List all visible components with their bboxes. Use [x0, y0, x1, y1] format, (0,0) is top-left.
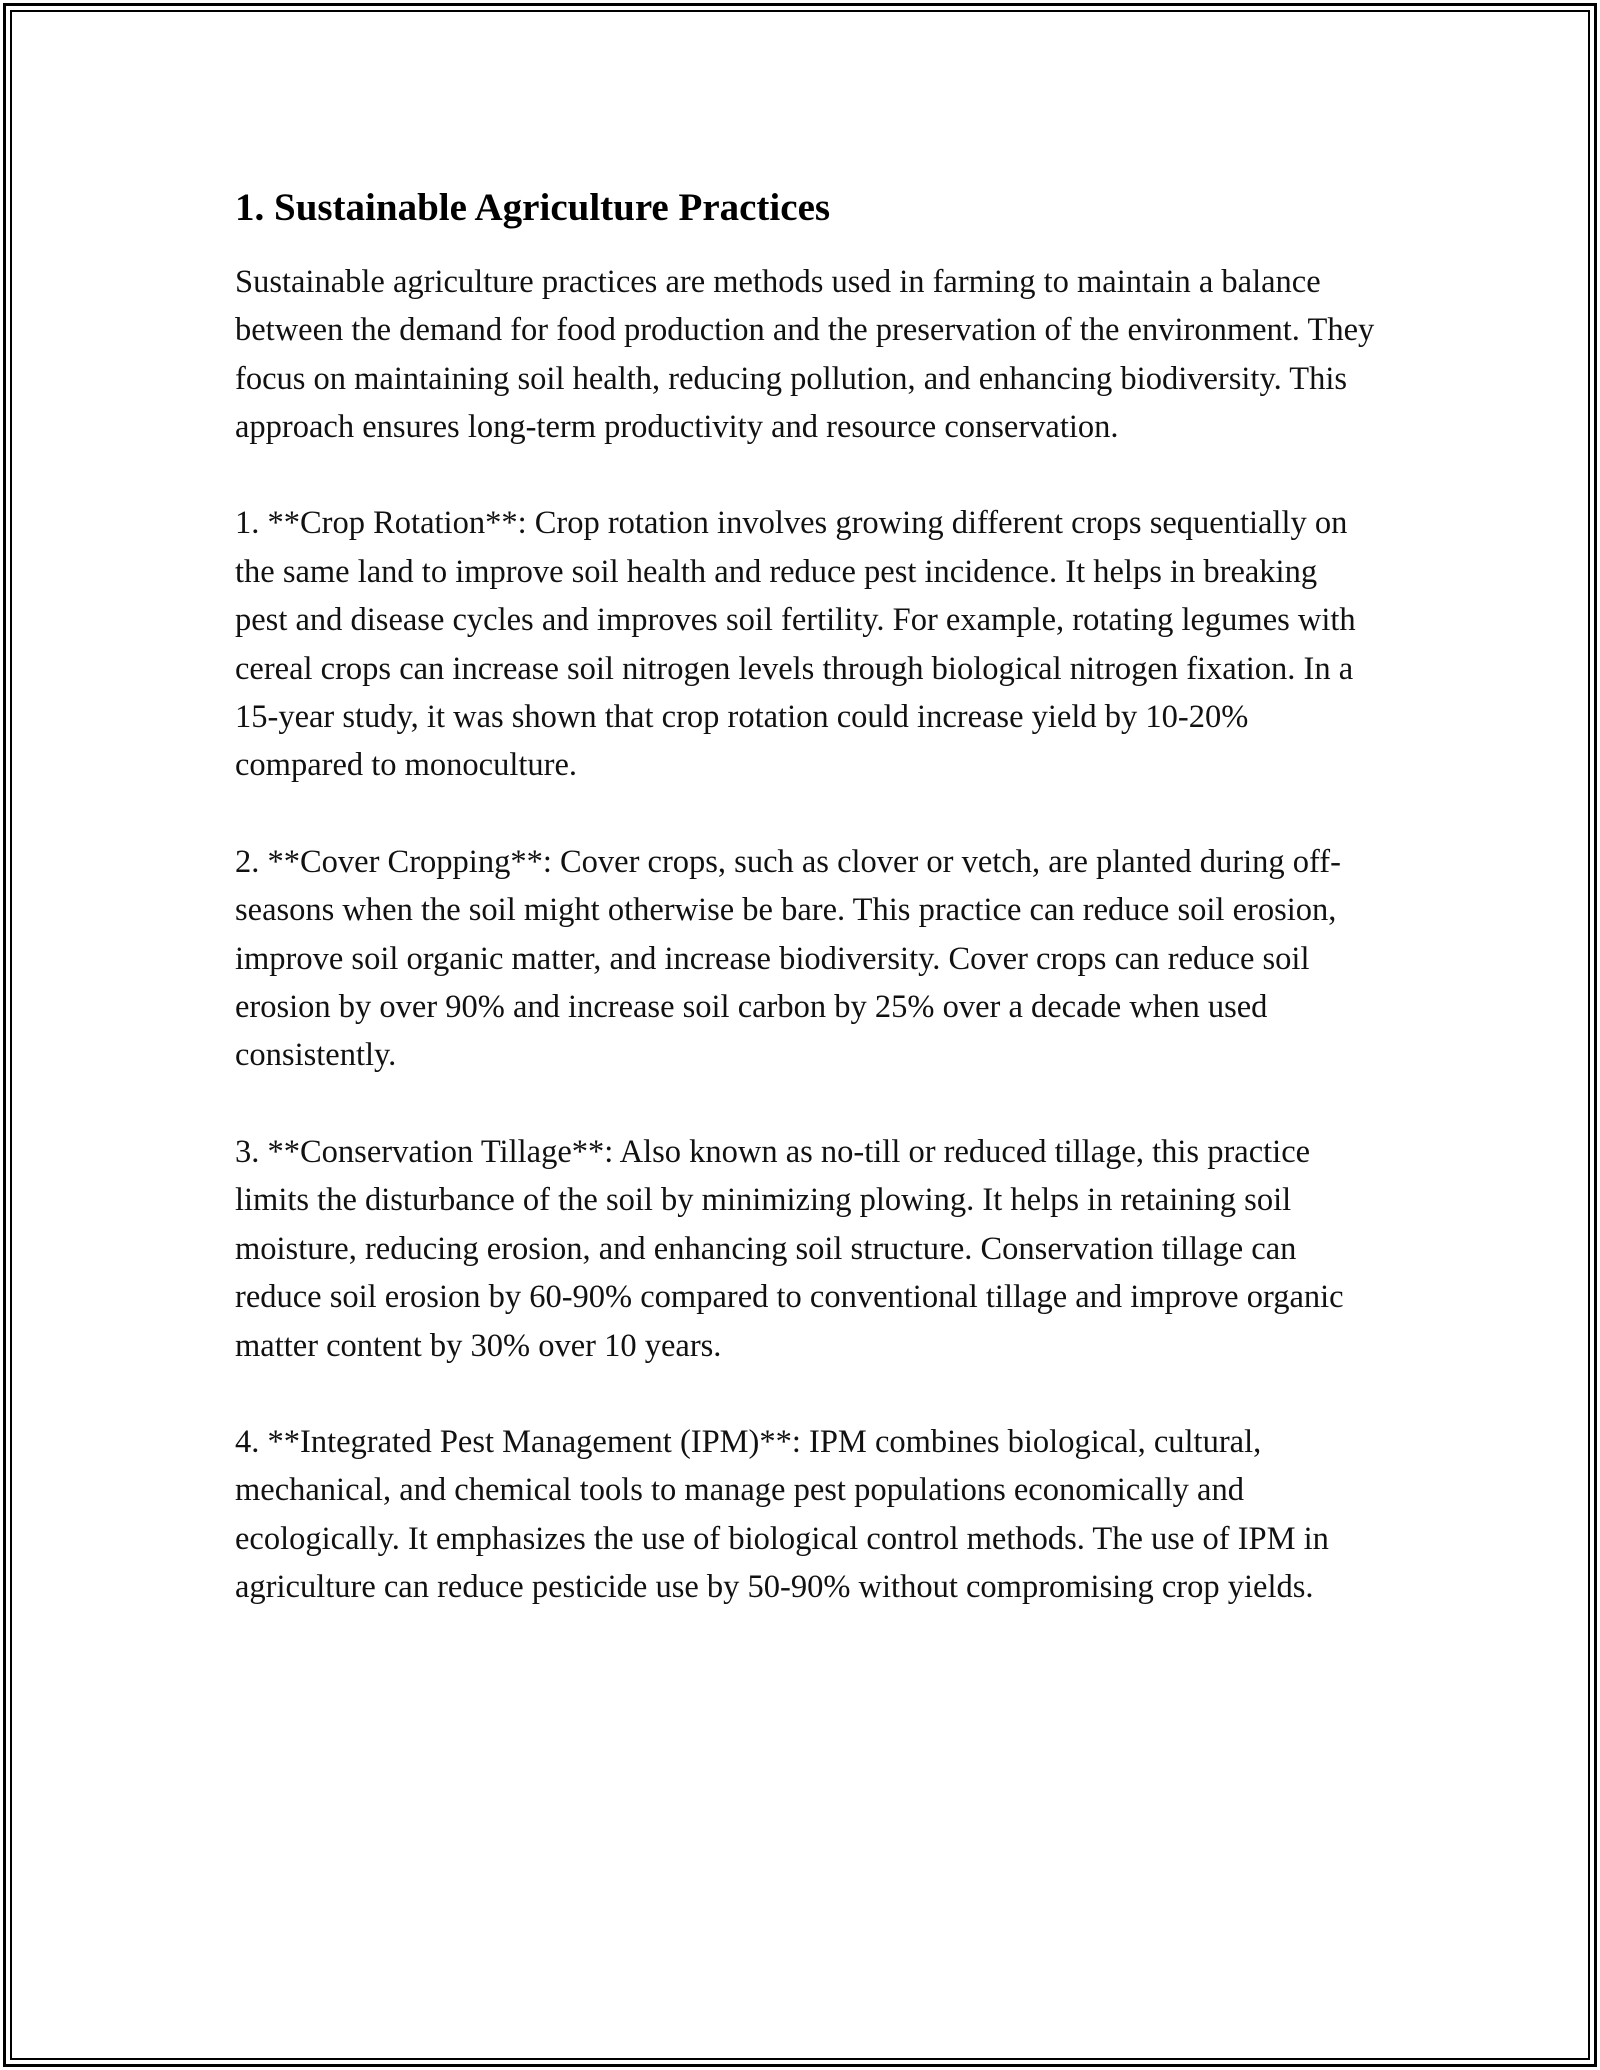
document-body	[235, 185, 1375, 1660]
conservation-tillage-paragraph: 3. **Conservation Tillage**: Also known as no-till or reduced tillage, this practice limits the disturbance of the soil by minimizing plowing. It helps in retaining soil moisture, reducing erosion, and enhancing soil structure. Conservation tillage can reduce soil erosion by 60-90% compared to conventional tillage and improve organic matter content by 30% over 10 years.	[235, 1133, 1344, 1364]
section-title: 1. Sustainable Agriculture Practices	[235, 186, 831, 229]
crop-rotation-paragraph: 1. **Crop Rotation**: Crop rotation involves growing different crops sequentially on the same land to improve soil health and reduce pest incidence. It helps in breaking pest and disease cycles and improves soil fertility. For example, rotating legumes with cereal crops can increase soil nitrogen levels through biological nitrogen fixation. In a 15-year study, it was shown that crop rotation could increase yield by 10-20% compared to monoculture.	[235, 505, 1356, 784]
cover-cropping-paragraph: 2. **Cover Cropping**: Cover crops, such as clover or vetch, are planted during off-seasons when the soil might otherwise be bare. This practice can reduce soil erosion, improve soil organic matter, and increase biodiversity. Cover crops can reduce soil erosion by over 90% and increase soil carbon by 25% over a decade when used consistently.	[235, 843, 1341, 1074]
intro-paragraph: Sustainable agriculture practices are methods used in farming to maintain a balance between the demand for food production and the preservation of the environment. They focus on maintaining soil health, reducing pollution, and enhancing biodiversity. This approach ensures long-term productivity and resource conservation.	[235, 263, 1375, 446]
integrated-pest-management-paragraph: 4. **Integrated Pest Management (IPM)**: IPM combines biological, cultural, mechanical, and chemical tools to manage pest populations economically and ecologically. It emphasizes the use of biological control methods. The use of IPM in agriculture can reduce pesticide use by 50-90% without compromising crop yields.	[235, 1423, 1329, 1606]
